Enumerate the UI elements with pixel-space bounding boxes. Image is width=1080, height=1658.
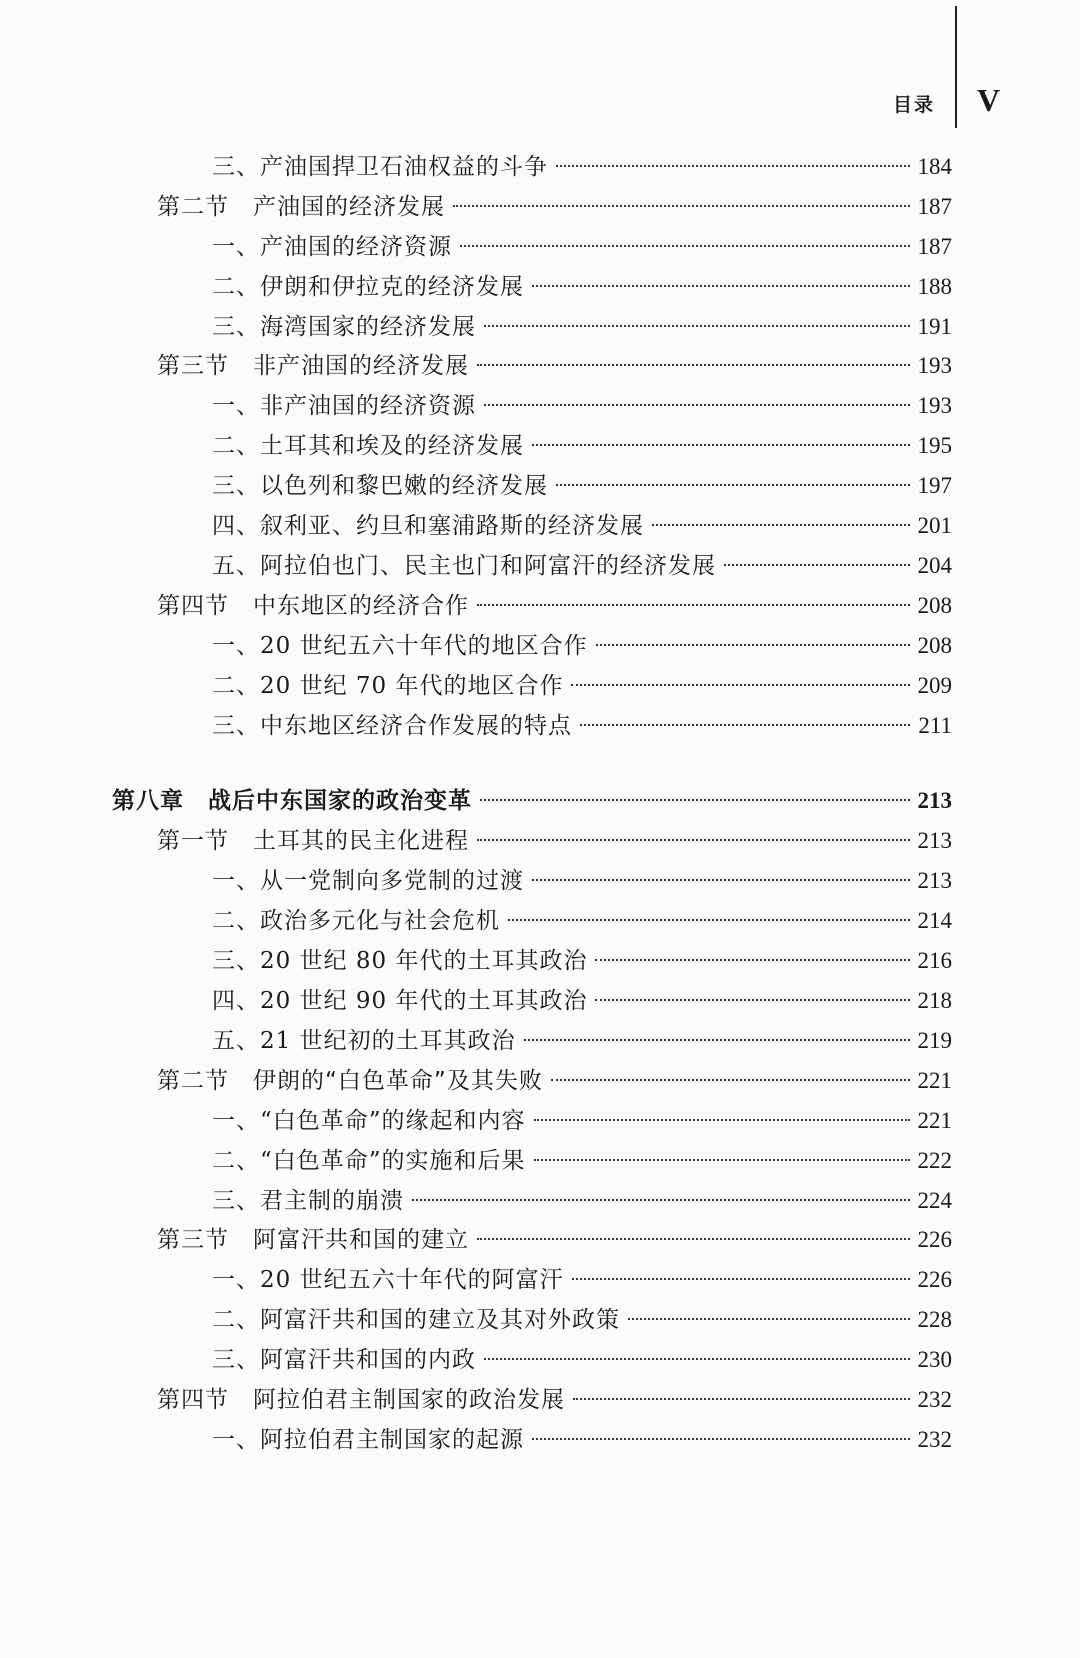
- running-header: [0, 0, 1080, 140]
- dot-leader: [652, 524, 910, 526]
- header-divider: [955, 6, 957, 128]
- toc-entry-item[interactable]: [212, 1104, 952, 1138]
- toc-entry-chapter[interactable]: [112, 784, 952, 818]
- toc-entry-section[interactable]: [157, 1383, 952, 1417]
- toc-entry-item[interactable]: [212, 509, 952, 543]
- dot-leader: [484, 404, 910, 406]
- toc-entry-item[interactable]: [212, 864, 952, 898]
- toc-entry-section[interactable]: [157, 349, 952, 383]
- toc-entry-title: 一、从一党制向多党制的过渡: [212, 868, 524, 894]
- toc-entry-page-number: 188: [917, 274, 952, 299]
- toc-entry-page-number: 230: [917, 1347, 952, 1372]
- toc-entry-title: 二、阿富汗共和国的建立及其对外政策: [212, 1307, 620, 1333]
- toc-entry-page-number: 218: [917, 988, 952, 1013]
- toc-entry-page-number: 221: [917, 1068, 952, 1093]
- toc-entry-title: 三、阿富汗共和国的内政: [212, 1347, 476, 1373]
- toc-entry-page-number: 211: [918, 713, 952, 738]
- toc-entry-item[interactable]: [212, 984, 952, 1018]
- toc-entry-section[interactable]: [157, 589, 952, 623]
- toc-entry-title: 五、阿拉伯也门、民主也门和阿富汗的经济发展: [212, 553, 716, 579]
- dot-leader: [477, 364, 910, 366]
- toc-entry-section[interactable]: [157, 1223, 952, 1257]
- toc-entry-page-number: 226: [917, 1227, 952, 1252]
- toc-entry-item[interactable]: [212, 549, 952, 583]
- toc-entry-page-number: 232: [917, 1427, 952, 1452]
- dot-leader: [524, 1039, 910, 1041]
- dot-leader: [532, 285, 910, 287]
- toc-entry-page-number: 193: [917, 393, 952, 418]
- toc-entry-item[interactable]: [212, 944, 952, 978]
- toc-entry-page-number: 187: [917, 234, 952, 259]
- toc-entry-title: 第八章 战后中东国家的政治变革: [112, 788, 472, 814]
- dot-leader: [460, 245, 910, 247]
- dot-leader: [572, 1278, 910, 1280]
- toc-entry-title: 第四节 阿拉伯君主制国家的政治发展: [157, 1387, 565, 1413]
- toc-entry-item[interactable]: [212, 1184, 952, 1218]
- toc-entry-title: 二、“白色革命”的实施和后果: [212, 1148, 526, 1174]
- toc-entry-title: 四、叙利亚、约旦和塞浦路斯的经济发展: [212, 513, 644, 539]
- toc-entry-page-number: 193: [917, 353, 952, 378]
- toc-entry-page-number: 213: [917, 788, 952, 813]
- header-page-number: V: [977, 82, 1001, 118]
- toc-entry-section[interactable]: [157, 824, 952, 858]
- toc-entry-item[interactable]: [212, 150, 952, 184]
- toc-entry-section[interactable]: [157, 1064, 952, 1098]
- dot-leader: [573, 1398, 910, 1400]
- toc-entry-title: 第一节 土耳其的民主化进程: [157, 828, 469, 854]
- dot-leader: [484, 325, 910, 327]
- toc-entry-title: 五、21 世纪初的土耳其政治: [212, 1028, 516, 1054]
- dot-leader: [412, 1199, 910, 1201]
- dot-leader: [508, 919, 910, 921]
- toc-entry-page-number: 195: [917, 433, 952, 458]
- toc-entry-page-number: 221: [917, 1108, 952, 1133]
- toc-entry-page-number: 213: [917, 868, 952, 893]
- toc-entry-title: 三、海湾国家的经济发展: [212, 314, 476, 340]
- toc-entry-title: 第四节 中东地区的经济合作: [157, 593, 469, 619]
- dot-leader: [480, 799, 910, 801]
- toc-entry-page-number: 232: [917, 1387, 952, 1412]
- toc-entry-item[interactable]: [212, 1024, 952, 1058]
- dot-leader: [556, 165, 910, 167]
- dot-leader: [532, 444, 910, 446]
- toc-entry-title: 第三节 非产油国的经济发展: [157, 353, 469, 379]
- dot-leader: [532, 1438, 910, 1440]
- toc-entry-item[interactable]: [212, 310, 952, 344]
- toc-entry-page-number: 214: [917, 908, 952, 933]
- toc-entry-section[interactable]: [157, 190, 952, 224]
- dot-leader: [453, 205, 910, 207]
- toc-entry-title: 三、以色列和黎巴嫩的经济发展: [212, 473, 548, 499]
- dot-leader: [595, 959, 909, 961]
- header-section-title: 目录: [893, 94, 936, 116]
- toc-entry-page-number: 184: [917, 154, 952, 179]
- toc-entry-page-number: 216: [917, 948, 952, 973]
- toc-entry-title: 第二节 伊朗的“白色革命”及其失败: [157, 1068, 543, 1094]
- dot-leader: [477, 604, 910, 606]
- dot-leader: [571, 684, 909, 686]
- toc-entry-item[interactable]: [212, 1263, 952, 1297]
- dot-leader: [484, 1358, 910, 1360]
- toc-entry-title: 一、产油国的经济资源: [212, 234, 452, 260]
- toc-entry-title: 一、20 世纪五六十年代的地区合作: [212, 633, 588, 659]
- dot-leader: [628, 1318, 910, 1320]
- toc-entry-title: 一、“白色革命”的缘起和内容: [212, 1108, 526, 1134]
- dot-leader: [580, 724, 910, 726]
- dot-leader: [724, 564, 910, 566]
- toc-entry-page-number: 222: [917, 1148, 952, 1173]
- toc-entry-title: 四、20 世纪 90 年代的土耳其政治: [212, 988, 588, 1014]
- dot-leader: [551, 1079, 910, 1081]
- dot-leader: [477, 1238, 910, 1240]
- toc-entry-item[interactable]: [212, 429, 952, 463]
- toc-entry-item[interactable]: [212, 1144, 952, 1178]
- toc-entry-item[interactable]: [212, 469, 952, 503]
- toc-entry-item[interactable]: [212, 389, 952, 423]
- toc-entry-item[interactable]: [212, 709, 952, 743]
- toc-entry-title: 三、君主制的崩溃: [212, 1188, 404, 1214]
- toc-entry-page-number: 209: [917, 673, 952, 698]
- dot-leader: [477, 839, 910, 841]
- toc-entry-item[interactable]: [212, 1423, 952, 1457]
- toc-entry-title: 一、20 世纪五六十年代的阿富汗: [212, 1267, 564, 1293]
- toc-entry-title: 二、政治多元化与社会危机: [212, 908, 500, 934]
- dot-leader: [532, 879, 910, 881]
- toc-entry-title: 三、20 世纪 80 年代的土耳其政治: [212, 948, 588, 974]
- toc-entry-page-number: 226: [917, 1267, 952, 1292]
- toc-entry-title: 二、20 世纪 70 年代的地区合作: [212, 673, 564, 699]
- dot-leader: [556, 484, 910, 486]
- toc-entry-page-number: 224: [917, 1188, 952, 1213]
- toc-entry-title: 第三节 阿富汗共和国的建立: [157, 1227, 469, 1253]
- toc-entry-title: 三、中东地区经济合作发展的特点: [212, 713, 572, 739]
- toc-entry-page-number: 201: [917, 513, 952, 538]
- toc-entry-title: 二、土耳其和埃及的经济发展: [212, 433, 524, 459]
- dot-leader: [534, 1119, 910, 1121]
- toc-entry-title: 二、伊朗和伊拉克的经济发展: [212, 274, 524, 300]
- toc-entry-page-number: 219: [917, 1028, 952, 1053]
- toc-entry-item[interactable]: [212, 904, 952, 938]
- toc-entry-title: 一、阿拉伯君主制国家的起源: [212, 1427, 524, 1453]
- toc-entry-page-number: 187: [917, 194, 952, 219]
- toc-entry-page-number: 197: [917, 473, 952, 498]
- toc-entry-title: 第二节 产油国的经济发展: [157, 194, 445, 220]
- toc-entry-page-number: 213: [917, 828, 952, 853]
- dot-leader: [534, 1159, 910, 1161]
- toc-entry-title: 三、产油国捍卫石油权益的斗争: [212, 154, 548, 180]
- toc-entry-item[interactable]: [212, 1303, 952, 1337]
- toc-entry-title: 一、非产油国的经济资源: [212, 393, 476, 419]
- toc-entry-page-number: 204: [917, 553, 952, 578]
- toc-entry-page-number: 191: [917, 314, 952, 339]
- toc-entry-item[interactable]: [212, 1343, 952, 1377]
- toc-entry-page-number: 228: [917, 1307, 952, 1332]
- toc-entry-item[interactable]: [212, 629, 952, 663]
- toc-entry-page-number: 208: [917, 633, 952, 658]
- toc-entry-item[interactable]: [212, 230, 952, 264]
- dot-leader: [595, 999, 909, 1001]
- toc-entry-item[interactable]: [212, 669, 952, 703]
- dot-leader: [596, 644, 910, 646]
- toc-entry-page-number: 208: [917, 593, 952, 618]
- toc-entry-item[interactable]: [212, 270, 952, 304]
